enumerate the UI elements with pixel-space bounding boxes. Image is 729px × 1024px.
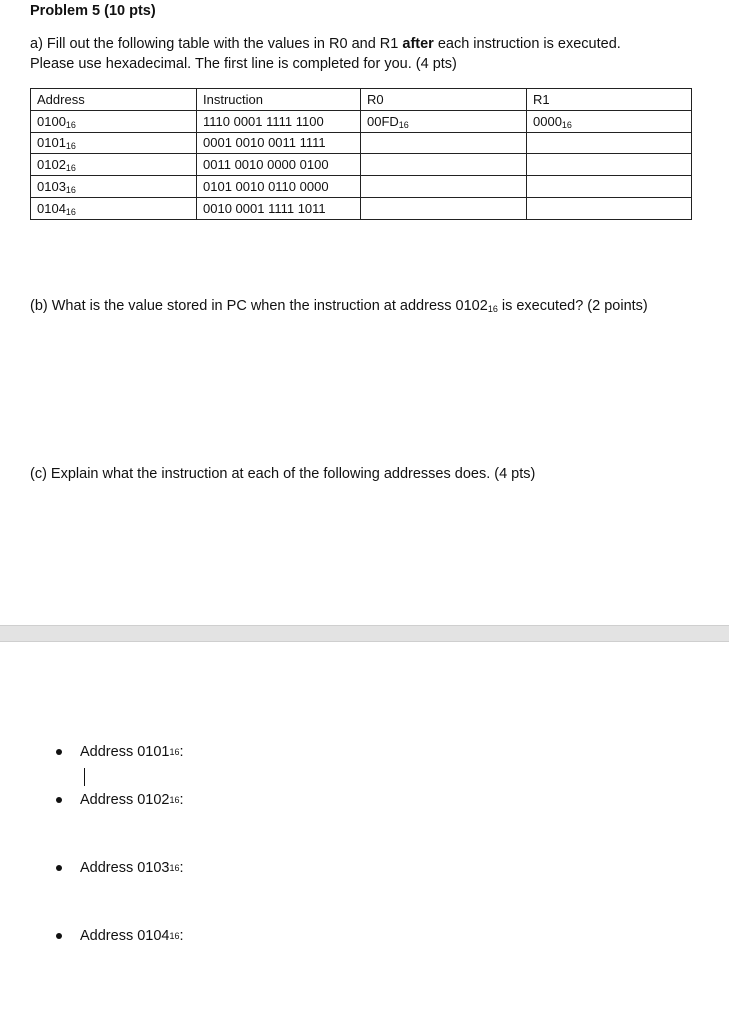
bullet-prefix: Address — [80, 860, 134, 876]
cell-r1 — [527, 110, 692, 132]
header-r0: R0 — [361, 89, 527, 111]
cell-address — [31, 197, 197, 219]
cell-instruction: 0011 0010 0000 0100 — [197, 154, 361, 176]
address-value: 0100 — [37, 113, 66, 129]
base-subscript: 16 — [65, 163, 76, 174]
base-subscript: 16 — [65, 185, 76, 196]
bullet-dot-icon — [56, 749, 62, 755]
bullet-dot-icon — [56, 797, 62, 803]
address-value: 0103 — [37, 179, 66, 195]
address-value: 0104 — [37, 200, 66, 216]
table-row — [31, 154, 692, 176]
text-cursor — [84, 768, 85, 786]
bullet-dot-icon — [56, 933, 62, 939]
cell-address — [31, 110, 197, 132]
cell-instruction: 0001 0010 0011 1111 — [197, 132, 361, 154]
table-header-row — [31, 89, 692, 111]
header-instruction: Instruction — [197, 89, 361, 111]
bullet-dot-icon — [56, 865, 62, 871]
cell-r1-empty[interactable] — [527, 132, 692, 154]
table-row — [31, 197, 692, 219]
address-value: 0102 — [37, 157, 66, 173]
base-subscript: 16 — [65, 119, 76, 130]
part-b-subscript: 16 — [487, 304, 498, 314]
cell-r1-empty[interactable] — [527, 197, 692, 219]
bullet-address: 0104 — [137, 928, 170, 944]
bullet-prefix: Address — [80, 928, 134, 944]
cell-instruction: 0010 0001 1111 1011 — [197, 197, 361, 219]
part-a-line-1-pre: a) Fill out the following table with the values in R0 and R1 — [30, 36, 403, 52]
cell-address — [31, 176, 197, 198]
cell-address — [31, 154, 197, 176]
part-b-post: is executed? (2 points) — [497, 298, 648, 314]
part-a-line-2: Please use hexadecimal. The first line is completed for you. (4 pts) — [30, 56, 457, 72]
bullet-prefix: Address — [80, 744, 134, 760]
register-table — [30, 88, 692, 220]
bullet-suffix: : — [179, 744, 184, 760]
list-item[interactable]: Address 0103 16 : — [56, 860, 184, 876]
bullet-address: 0101 — [137, 744, 170, 760]
r0-value: 00FD — [367, 113, 399, 129]
cell-address — [31, 132, 197, 154]
address-value: 0101 — [37, 135, 66, 151]
header-address: Address — [31, 89, 197, 111]
part-b-question — [30, 296, 648, 316]
base-subscript: 16 — [561, 119, 572, 130]
cell-r0-empty[interactable] — [361, 154, 527, 176]
bullet-address: 0102 — [137, 792, 170, 808]
part-a-bold-after: after — [402, 36, 434, 52]
bullet-suffix: : — [179, 792, 184, 808]
table-row — [31, 132, 692, 154]
cell-r1-empty[interactable] — [527, 154, 692, 176]
cell-r0 — [361, 110, 527, 132]
page-break — [0, 625, 729, 642]
cell-r0-empty[interactable] — [361, 132, 527, 154]
bullet-suffix: : — [179, 860, 184, 876]
base-subscript: 16 — [65, 141, 76, 152]
base-subscript: 16 — [398, 119, 409, 130]
part-c-question: (c) Explain what the instruction at each of the following addresses does. (4 pts) — [30, 466, 536, 482]
list-item[interactable]: Address 0104 16 : — [56, 928, 184, 944]
list-item[interactable]: Address 0101 16 : — [56, 744, 184, 760]
bullet-suffix: : — [179, 928, 184, 944]
bullet-prefix: Address — [80, 792, 134, 808]
r1-value: 0000 — [533, 113, 562, 129]
table-row — [31, 110, 692, 132]
document-page-2 — [0, 642, 729, 1024]
problem-title: Problem 5 (10 pts) — [30, 3, 156, 19]
list-item[interactable]: Address 0102 16 : — [56, 792, 184, 808]
part-b-pre: (b) What is the value stored in PC when the instruction at address 0102 — [30, 298, 488, 314]
cell-r1-empty[interactable] — [527, 176, 692, 198]
cell-r0-empty[interactable] — [361, 176, 527, 198]
part-a-line-1 — [30, 34, 621, 54]
base-subscript: 16 — [65, 206, 76, 217]
cell-r0-empty[interactable] — [361, 197, 527, 219]
cell-instruction: 0101 0010 0110 0000 — [197, 176, 361, 198]
part-a-line-1-post: each instruction is executed. — [433, 36, 621, 52]
bullet-address: 0103 — [137, 860, 170, 876]
table-row — [31, 176, 692, 198]
header-r1: R1 — [527, 89, 692, 111]
cell-instruction: 1110 0001 1111 1100 — [197, 110, 361, 132]
